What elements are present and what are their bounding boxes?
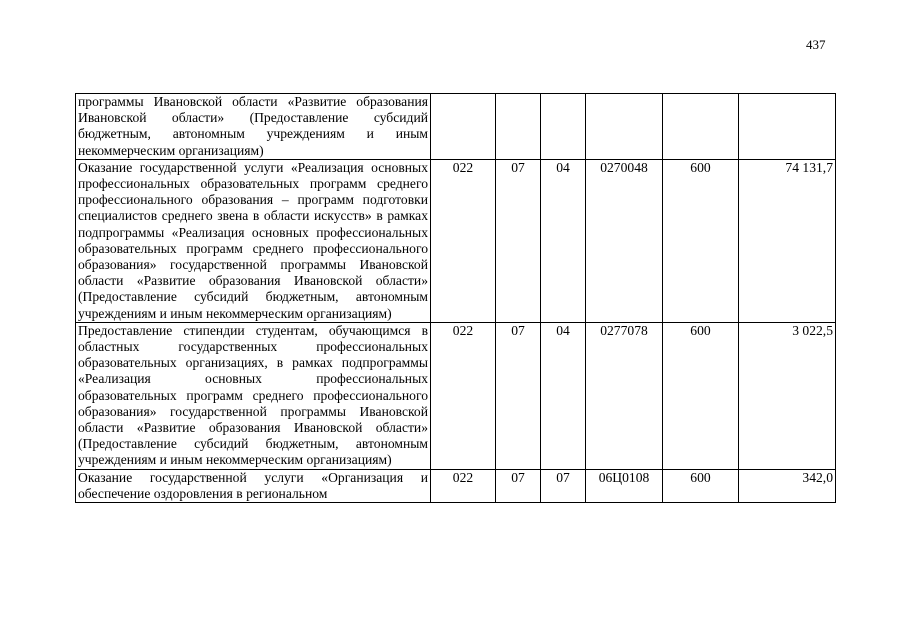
row-sum: 3 022,5 (739, 322, 836, 469)
row-ved: 022 (431, 469, 496, 502)
page-number: 437 (806, 37, 826, 52)
row-vr (663, 94, 739, 160)
row-sum: 74 131,7 (739, 159, 836, 322)
row-vr: 600 (663, 322, 739, 469)
row-description: Оказание государственной услуги «Реализация основных профессиональных образовательных программ среднего профессионального образования – программ подготовки специалистов среднего звена в области искусств» в рамках подпрограммы «Реализация основных профессиональных образовательных программ среднего профессионального образования» государственной программы Ивановской области «Развитие образования Ивановской области» (Предоставление субсидий бюджетным, автономным учреждениям и иным некоммерческим организациям) (76, 159, 431, 322)
row-ved: 022 (431, 159, 496, 322)
row-podrazdel: 04 (541, 159, 586, 322)
row-csr: 0270048 (586, 159, 663, 322)
row-csr: 06Ц0108 (586, 469, 663, 502)
row-csr (586, 94, 663, 160)
row-podrazdel (541, 94, 586, 160)
row-razdel (496, 94, 541, 160)
row-sum (739, 94, 836, 160)
row-description: Оказание государственной услуги «Организация и обеспечение оздоровления в региональном (76, 469, 431, 502)
row-razdel: 07 (496, 469, 541, 502)
row-description: Предоставление стипендии студентам, обучающимся в областных государственных профессиональных образовательных организациях, в рамках подпрограммы «Реализация основных профессиональных образовательных программ среднего профессионального образования» государственной программы Ивановской области «Развитие образования Ивановской области» (Предоставление субсидий бюджетным, автономным учреждениям и иным некоммерческим организациям) (76, 322, 431, 469)
table-row (76, 94, 836, 160)
row-razdel: 07 (496, 322, 541, 469)
row-ved: 022 (431, 322, 496, 469)
budget-table (75, 93, 836, 503)
table-row (76, 159, 836, 322)
table-row (76, 469, 836, 502)
row-vr: 600 (663, 469, 739, 502)
row-razdel: 07 (496, 159, 541, 322)
row-csr: 0277078 (586, 322, 663, 469)
row-sum: 342,0 (739, 469, 836, 502)
row-podrazdel: 07 (541, 469, 586, 502)
row-ved (431, 94, 496, 160)
row-description: программы Ивановской области «Развитие образования Ивановской области» (Предоставление субсидий бюджетным, автономным учреждениям и иным некоммерческим организациям) (76, 94, 431, 160)
row-vr: 600 (663, 159, 739, 322)
table-row (76, 322, 836, 469)
row-podrazdel: 04 (541, 322, 586, 469)
